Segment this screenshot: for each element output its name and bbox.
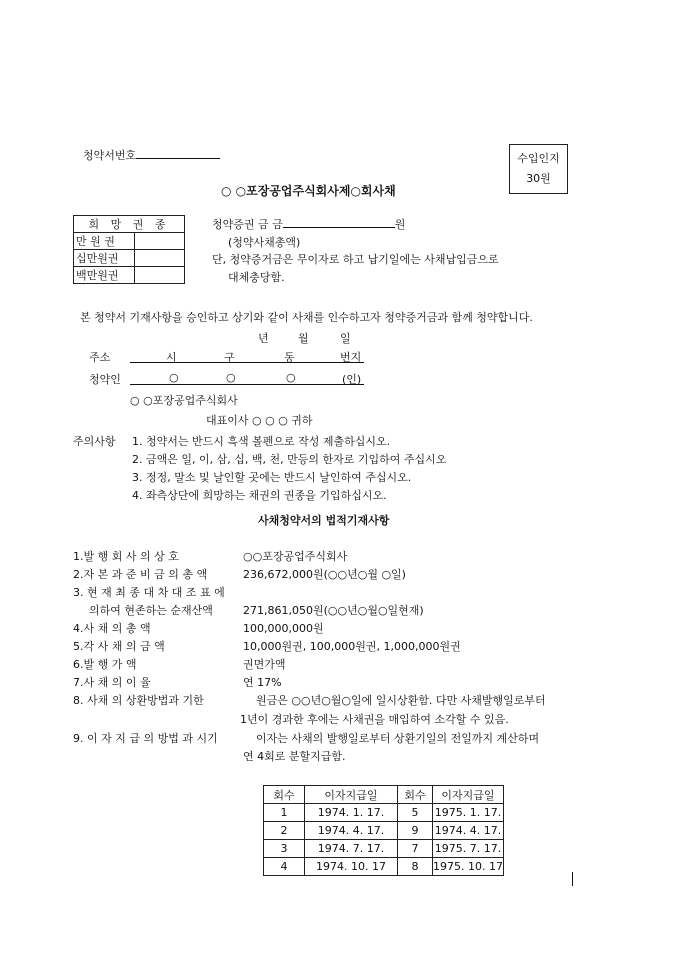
schedule-cell: 1 <box>264 804 305 822</box>
legal-label: 5.각 사 채 의 금 액 <box>73 640 165 653</box>
legal-label: 3. 현 재 최 종 대 차 대 조 표 에 <box>73 586 225 599</box>
stamp-label: 수입인지 <box>517 152 560 165</box>
note-item: 1. 청약서는 반드시 흑색 볼펜으로 작성 제출하십시오. <box>132 435 391 448</box>
note-item: 4. 좌측상단에 희망하는 채권의 권종을 기입하십시오. <box>132 489 387 502</box>
legal-value: 100,000,000원 <box>243 622 324 635</box>
table-row <box>264 858 504 876</box>
applicant-seal: (인) <box>342 373 362 386</box>
denomination-label: 만 원 권 <box>74 233 135 250</box>
schedule-cell: 1975. 7. 17. <box>433 840 504 858</box>
schedule-cell: 1975. 10. 17 <box>433 858 504 876</box>
address-gu: 구 <box>224 351 235 364</box>
applicant-underline[interactable] <box>130 384 364 385</box>
schedule-cell: 2 <box>264 822 305 840</box>
schedule-cell: 1974. 10. 17 <box>305 858 398 876</box>
legal-value: 1년이 경과한 후에는 사채권을 매입하여 소각할 수 있음. <box>240 713 509 726</box>
interest-schedule-table <box>263 785 504 876</box>
schedule-cell: 7 <box>398 840 433 858</box>
text-cursor <box>572 872 573 886</box>
table-row <box>264 804 504 822</box>
legal-value: 연 4회로 분할지급함. <box>243 750 346 763</box>
schedule-cell: 3 <box>264 840 305 858</box>
applicant-name-3: ○ <box>286 371 296 384</box>
form-number-blank[interactable] <box>136 148 220 159</box>
schedule-cell: 1974. 7. 17. <box>305 840 398 858</box>
schedule-cell: 1975. 1. 17. <box>433 804 504 822</box>
schedule-cell: 1974. 4. 17. <box>305 822 398 840</box>
deposit-note-1: 단, 청약증거금은 무이자로 하고 납기일에는 사채납입금으로 <box>212 253 499 266</box>
table-row <box>264 822 504 840</box>
legal-label: 의하여 현존하는 순재산액 <box>89 604 213 617</box>
date-year: 년 <box>258 332 269 345</box>
legal-label: 6.발 행 가 액 <box>73 658 137 671</box>
schedule-header: 이자지급일 <box>433 786 504 804</box>
schedule-cell: 1974. 1. 17. <box>305 804 398 822</box>
revenue-stamp-box <box>509 144 568 194</box>
note-item: 2. 금액은 일, 이, 삼, 십, 백, 천, 만등의 한자로 기입하여 주십시오 <box>132 453 447 466</box>
stamp-amount: 30원 <box>526 172 551 185</box>
schedule-cell: 9 <box>398 822 433 840</box>
denomination-label: 십만원권 <box>74 250 135 267</box>
schedule-cell: 8 <box>398 858 433 876</box>
form-number <box>83 147 220 163</box>
denomination-input[interactable] <box>135 250 185 267</box>
denomination-input[interactable] <box>135 233 185 250</box>
address-bunji: 번지 <box>340 351 362 364</box>
legal-value: 10,000원권, 100,000원권, 1,000,000원권 <box>243 640 461 653</box>
applicant-name-2: ○ <box>226 371 236 384</box>
desired-denomination-table <box>73 215 185 284</box>
applicant-label: 청약인 <box>89 373 121 386</box>
application-statement: 본 청약서 기재사항을 승인하고 상기와 같이 사채를 인수하고자 청약증거금과 함께 청약합니다. <box>80 311 533 324</box>
schedule-header: 회수 <box>264 786 305 804</box>
ceo-addressee: 대표이사 ○ ○ ○ 귀하 <box>206 414 313 427</box>
denomination-input[interactable] <box>135 267 185 284</box>
deposit-sub: (청약사채총액) <box>228 236 301 249</box>
denomination-header: 희 망 권 종 <box>74 216 185 233</box>
address-label: 주소 <box>89 351 111 364</box>
legal-label: 4.사 채 의 총 액 <box>73 622 151 635</box>
legal-label: 8. 사채 의 상환방법과 기한 <box>73 694 204 707</box>
document-title: ○ ○포장공업주식회사제○회사채 <box>221 184 396 198</box>
legal-label: 7.사 채 의 이 율 <box>73 676 151 689</box>
applicant-name-1: ○ <box>169 371 179 384</box>
form-number-label: 청약서번호 <box>83 149 137 162</box>
schedule-cell: 4 <box>264 858 305 876</box>
schedule-cell: 1974. 4. 17. <box>433 822 504 840</box>
legal-value: 연 17% <box>243 676 282 689</box>
date-day: 일 <box>340 332 351 345</box>
table-row <box>264 840 504 858</box>
legal-label: 9. 이 자 지 급 의 방법 과 시기 <box>73 732 218 745</box>
address-dong: 동 <box>284 351 295 364</box>
legal-value: 원금은 ○○년○월○일에 일시상환함. 다만 사채발행일로부터 <box>256 694 546 707</box>
schedule-header: 이자지급일 <box>305 786 398 804</box>
deposit-note-2: 대체충당함. <box>228 271 285 284</box>
legal-value: 271,861,050원(○○년○월○일현재) <box>243 604 424 617</box>
address-si: 시 <box>166 351 177 364</box>
legal-value: 권면가액 <box>243 658 286 671</box>
legal-value: 236,672,000원(○○년○월 ○일) <box>243 568 406 581</box>
company-name: ○ ○포장공업주식회사 <box>130 394 238 407</box>
schedule-cell: 5 <box>398 804 433 822</box>
date-month: 월 <box>298 332 309 345</box>
notes-label: 주의사항 <box>73 435 116 448</box>
legal-value: ○○포장공업주식회사 <box>243 550 348 563</box>
legal-label: 1.발 행 회 사 의 상 호 <box>73 550 179 563</box>
denomination-label: 백만원권 <box>74 267 135 284</box>
legal-label: 2.자 본 과 준 비 금 의 총 액 <box>73 568 208 581</box>
legal-value: 이자는 사채의 발행일로부터 상환기일의 전일까지 계산하며 <box>256 732 540 745</box>
deposit-amount-line <box>212 216 405 232</box>
note-item: 3. 정정, 말소 및 날인할 곳에는 반드시 날인하여 주십시오. <box>132 471 412 484</box>
deposit-amount-blank[interactable] <box>283 217 395 228</box>
deposit-unit: 원 <box>394 218 406 231</box>
schedule-header: 회수 <box>398 786 433 804</box>
legal-section-title: 사채청약서의 법적기재사항 <box>258 514 390 527</box>
deposit-label: 청약증권 금 금 <box>212 218 283 231</box>
